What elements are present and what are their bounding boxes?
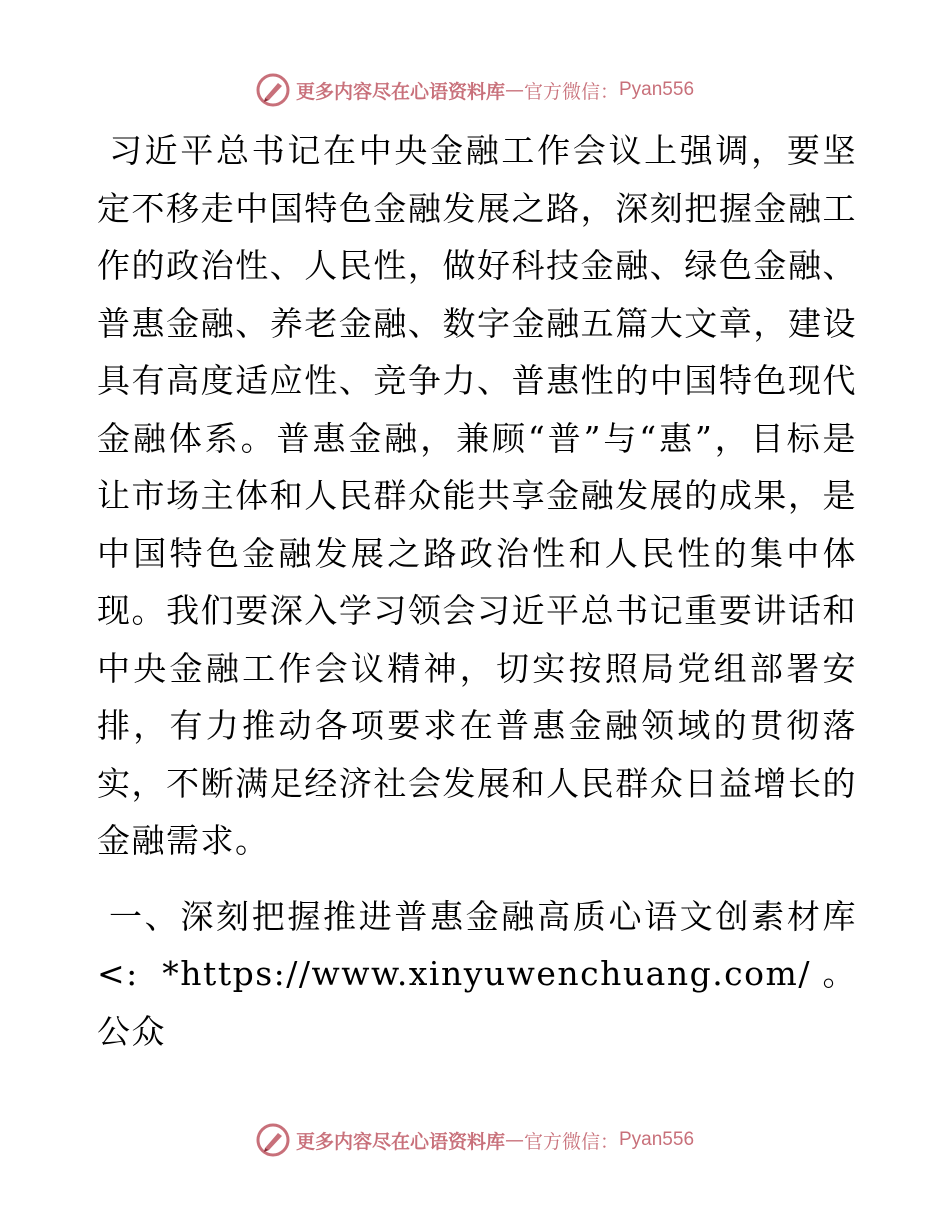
header-separator: — xyxy=(504,79,524,101)
header-main-text: 更多内容尽在心语资料库 xyxy=(295,80,505,103)
document-body xyxy=(97,122,857,1060)
footer-wechat-label: 官方微信： xyxy=(523,1130,619,1153)
section-heading: 一、深刻把握推进普惠金融高质心语文创素材库<: *https://www.xinyuwenchuang.com/。公众 xyxy=(97,896,857,1051)
footer-main-text: 更多内容尽在心语资料库 xyxy=(295,1130,505,1153)
header-banner xyxy=(0,72,950,108)
footer-wechat-id: Pyan556 xyxy=(619,1129,695,1150)
footer-separator: — xyxy=(504,1129,524,1151)
pen-logo-icon xyxy=(256,73,290,107)
body-paragraph: 习近平总书记在中央金融工作会议上强调，要坚定不移走中国特色金融发展之路，深刻把握金融工作的政治性、人民性，做好科技金融、绿色金融、普惠金融、养老金融、数字金融五篇大文章，建设具有高度适应性、竞争力、普惠性的中国特色现代金融体系。普惠金融，兼顾“普”与“惠”，目标是让市场主体和人民群众能共享金融发展的成果，是中国特色金融发展之路政治性和人民性的集中体现。我们要深入学习领会习近平总书记重要讲话和中央金融工作会议精神，切实按照局党组部署安排，有力推动各项要求在普惠金融领域的贯彻落实，不断满足经济社会发展和人民群众日益增长的金融需求。 xyxy=(97,131,857,860)
pen-logo-icon xyxy=(256,1123,290,1157)
header-wechat-id: Pyan556 xyxy=(619,79,695,100)
footer-banner xyxy=(0,1122,950,1158)
header-wechat-label: 官方微信： xyxy=(523,80,619,103)
